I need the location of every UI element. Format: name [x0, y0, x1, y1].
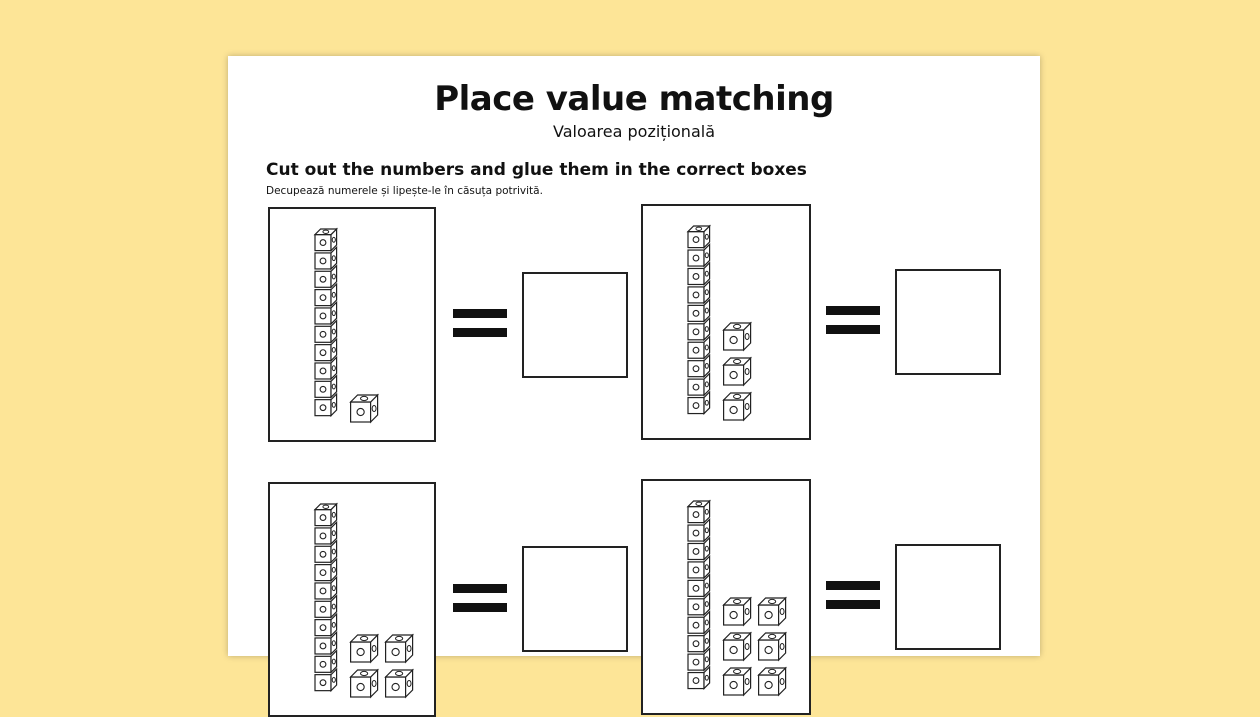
ones-cube [386, 670, 413, 697]
equals-sign [453, 309, 507, 339]
ones-cube [724, 668, 751, 695]
ones-cube [351, 635, 378, 662]
equals-sign [453, 584, 507, 614]
base-ten-blocks-picture [643, 481, 809, 713]
blocks-picture-box [268, 482, 436, 717]
base-ten-blocks-picture [270, 484, 434, 715]
equals-sign [826, 581, 880, 611]
tens-rod [688, 226, 710, 414]
ones-cube [724, 633, 751, 660]
ones-cube [759, 668, 786, 695]
tens-rod [315, 229, 337, 416]
ones-cube [351, 670, 378, 697]
instruction-text-ro: Decupează numerele și lipește-le în căsuța potrivită. [266, 185, 543, 197]
ones-cube [724, 323, 751, 350]
worksheet-title: Place value matching [434, 79, 834, 119]
ones-cube [724, 393, 751, 420]
tens-rod [688, 501, 710, 689]
answer-box[interactable] [895, 269, 1001, 375]
worksheet-subtitle: Valoarea pozițională [553, 122, 715, 141]
blocks-picture-box [641, 479, 811, 715]
answer-box[interactable] [895, 544, 1001, 650]
ones-cube [759, 598, 786, 625]
ones-cube [386, 635, 413, 662]
equals-sign [826, 306, 880, 336]
blocks-picture-box [641, 204, 811, 440]
answer-box[interactable] [522, 272, 628, 378]
ones-cube [351, 395, 378, 422]
tens-rod [315, 504, 337, 691]
ones-cube [724, 598, 751, 625]
ones-cube [759, 633, 786, 660]
base-ten-blocks-picture [643, 206, 809, 438]
base-ten-blocks-picture [270, 209, 434, 440]
blocks-picture-box [268, 207, 436, 442]
answer-box[interactable] [522, 546, 628, 652]
instruction-text: Cut out the numbers and glue them in the correct boxes [266, 160, 807, 180]
ones-cube [724, 358, 751, 385]
worksheet-page [228, 56, 1040, 656]
